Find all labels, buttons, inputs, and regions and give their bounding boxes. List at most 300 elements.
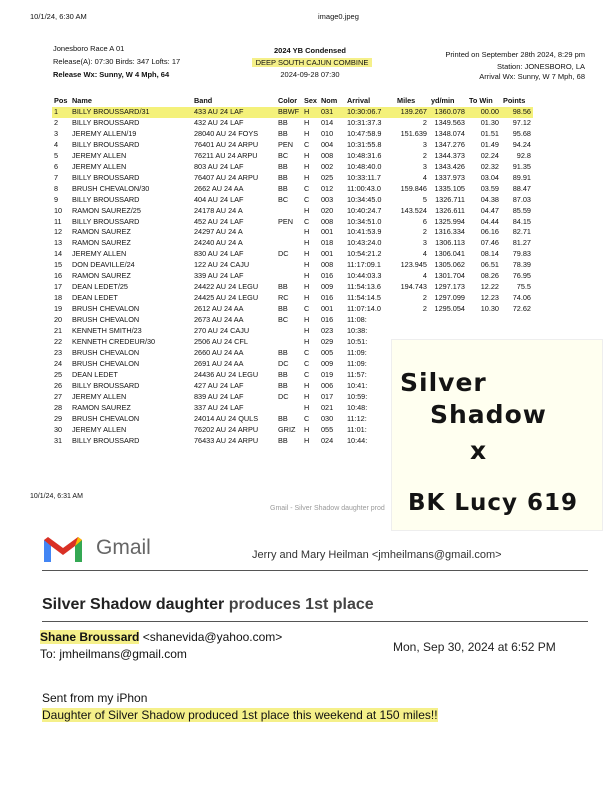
table-cell: 97.12 — [512, 117, 531, 127]
table-cell: 76433 AU 24 ARPU — [194, 435, 259, 445]
table-cell: 04.47 — [480, 205, 499, 215]
table-cell: H — [304, 205, 310, 215]
subject-rest: produces 1st place — [224, 596, 374, 613]
table-cell: 4 — [422, 172, 427, 182]
table-cell: 433 AU 24 LAF — [192, 107, 276, 118]
table-cell: 1 — [52, 107, 70, 118]
table-cell: H — [304, 260, 310, 270]
table-cell: H — [304, 249, 310, 259]
table-cell: 1349.563 — [434, 117, 465, 127]
station: Station: JONESBORO, LA — [497, 62, 585, 71]
table-cell: H — [304, 424, 310, 434]
table-cell — [276, 227, 302, 238]
table-cell: JEREMY ALLEN — [72, 249, 127, 259]
table-cell: 11:08: — [346, 315, 367, 325]
table-cell: 24436 AU 24 LEGU — [194, 369, 259, 379]
table-row — [52, 326, 533, 337]
table-cell: 22 — [54, 337, 63, 347]
printed-on: Printed on September 28th 2024, 8:29 pm — [445, 50, 585, 59]
table-cell: 10:44: — [346, 435, 368, 445]
email-body-line-1: Sent from my iPhon — [42, 691, 148, 705]
table-cell: 1297.173 — [434, 282, 465, 292]
table-cell: 10:47:58.9 — [346, 128, 382, 138]
table-cell: DEAN LEDET/25 — [72, 282, 128, 292]
table-row — [52, 304, 533, 315]
race-name: Jonesboro Race A 01 — [53, 44, 125, 53]
table-cell: 004 — [320, 139, 334, 149]
table-row — [52, 217, 533, 228]
table-cell: 2 — [54, 117, 59, 127]
table-cell: BILLY BROUSSARD — [72, 435, 140, 445]
table-cell — [501, 315, 533, 326]
table-cell: 02.24 — [480, 150, 499, 160]
table-row — [52, 260, 533, 271]
table-cell: C — [304, 369, 310, 379]
table-cell: 055 — [320, 424, 334, 434]
table-cell: RC — [278, 293, 289, 303]
table-cell: 11:09: — [346, 347, 367, 357]
table-cell: 4 — [422, 249, 427, 259]
table-cell: 24297 AU 24 A — [194, 227, 243, 237]
table-cell: 08.26 — [480, 271, 499, 281]
table-cell: 1360.078 — [429, 107, 467, 118]
table-row — [52, 206, 533, 217]
table-cell: BB — [278, 183, 288, 193]
table-cell: 88.47 — [512, 183, 531, 193]
table-cell: 4 — [54, 139, 59, 149]
table-cell: 003 — [320, 194, 334, 204]
table-cell: JEREMY ALLEN/19 — [72, 128, 137, 138]
table-cell: BB — [278, 161, 288, 171]
table-cell: 04.44 — [480, 216, 499, 226]
table-cell: 10:48:40.0 — [346, 161, 382, 171]
table-header-row — [52, 96, 533, 107]
table-cell: 10:38: — [346, 326, 368, 336]
print-timestamp: 10/1/24, 6:30 AM — [30, 12, 87, 21]
table-cell: 21 — [54, 326, 63, 336]
table-cell: 11:54:13.6 — [346, 282, 381, 292]
table-cell: BB — [278, 380, 288, 390]
table-row — [52, 293, 533, 304]
table-cell: 25 — [54, 369, 63, 379]
col-header: Miles — [396, 96, 416, 106]
table-cell: 839 AU 24 LAF — [194, 391, 244, 401]
table-cell: 2 — [422, 293, 427, 303]
table-cell: H — [304, 435, 310, 445]
table-cell: 337 AU 24 LAF — [194, 402, 244, 412]
table-cell: H — [304, 172, 310, 182]
table-cell: 19 — [54, 304, 63, 314]
table-cell: 1337.973 — [434, 172, 465, 182]
table-cell: C — [304, 304, 310, 314]
table-cell: 016 — [320, 293, 334, 303]
table-row — [52, 151, 533, 162]
table-row — [52, 162, 533, 173]
table-cell: 020 — [320, 205, 334, 215]
divider — [42, 570, 588, 571]
print-timestamp-bottom: 10/1/24, 6:31 AM — [30, 493, 83, 500]
table-cell: 06.16 — [480, 227, 499, 237]
col-header: To Win — [468, 96, 493, 106]
table-cell: 194.743 — [400, 282, 427, 292]
table-cell: 427 AU 24 LAF — [194, 380, 244, 390]
table-cell: 008 — [320, 150, 334, 160]
table-cell: RAMON SAUREZ/25 — [72, 205, 141, 215]
table-cell: 2 — [422, 227, 427, 237]
table-cell: 24422 AU 24 LEGU — [194, 282, 259, 292]
table-cell: 00.00 — [467, 107, 501, 118]
table-cell: 04.38 — [480, 194, 499, 204]
table-cell: 10:31:37.3 — [346, 117, 382, 127]
table-cell: 72.62 — [512, 304, 531, 314]
col-header: Pos — [54, 96, 68, 106]
table-cell — [276, 260, 302, 271]
table-cell: 1305.062 — [434, 260, 465, 270]
table-cell: 13 — [54, 238, 63, 248]
table-cell: JEREMY ALLEN — [72, 161, 127, 171]
table-cell: RAMON SAUREZ — [72, 238, 131, 248]
table-row — [52, 282, 533, 293]
table-cell: C — [304, 413, 310, 423]
table-row — [52, 140, 533, 151]
table-cell: 02.32 — [480, 161, 499, 171]
table-cell: 24014 AU 24 QULS — [194, 413, 259, 423]
account-line: Jerry and Mary Heilman <jmheilmans@gmail.com> — [252, 549, 502, 561]
table-cell: 10:30:06.7 — [345, 107, 395, 118]
table-cell — [276, 238, 302, 249]
table-row — [52, 184, 533, 195]
table-cell: BB — [278, 413, 288, 423]
col-header: Name — [72, 96, 92, 106]
table-cell: H — [304, 293, 310, 303]
table-cell: BBWF — [276, 107, 302, 118]
table-cell: 1295.054 — [434, 304, 465, 314]
table-cell: 98.56 — [501, 107, 533, 118]
table-cell: 010 — [320, 128, 334, 138]
table-cell: 11:09: — [346, 358, 367, 368]
table-cell: BRUSH CHEVALON — [72, 358, 140, 368]
table-cell: 08.14 — [480, 249, 499, 259]
table-cell: 82.71 — [512, 227, 531, 237]
table-cell — [467, 326, 501, 337]
table-cell: 17 — [54, 282, 63, 292]
table-cell: C — [304, 216, 310, 226]
table-cell: BILLY BROUSSARD — [72, 139, 140, 149]
table-cell: H — [304, 391, 310, 401]
table-cell: 95.68 — [512, 128, 531, 138]
table-cell: 24240 AU 24 A — [194, 238, 243, 248]
table-cell: 74.06 — [512, 293, 531, 303]
table-row — [52, 249, 533, 260]
col-header: Arrival — [346, 96, 371, 106]
table-row — [52, 118, 533, 129]
table-cell: 001 — [320, 249, 334, 259]
arrival-weather: Arrival Wx: Sunny, W 7 Mph, 68 — [479, 72, 585, 81]
table-cell: DEAN LEDET — [72, 369, 118, 379]
table-cell: 008 — [320, 260, 334, 270]
note-line-2: Shadow — [430, 400, 547, 429]
table-cell: BB — [278, 172, 288, 182]
table-cell: 01.49 — [480, 139, 499, 149]
table-cell: 339 AU 24 LAF — [194, 271, 244, 281]
table-cell: 023 — [320, 326, 334, 336]
table-cell: H — [304, 402, 310, 412]
table-cell: 76202 AU 24 ARPU — [194, 424, 259, 434]
table-cell: 07.46 — [480, 238, 499, 248]
table-cell: JEREMY ALLEN — [72, 150, 127, 160]
table-cell: 2 — [422, 150, 427, 160]
table-cell: 23 — [54, 347, 63, 357]
table-cell: 014 — [320, 117, 334, 127]
table-cell: 10:41:53.9 — [346, 227, 382, 237]
table-cell: 01.30 — [480, 117, 499, 127]
table-cell: 005 — [320, 347, 334, 357]
table-cell: BRUSH CHEVALON — [72, 347, 140, 357]
email-subject — [42, 596, 374, 614]
table-cell: 001 — [320, 227, 334, 237]
table-cell: 017 — [320, 391, 334, 401]
table-cell: 10:33:11.7 — [346, 172, 381, 182]
table-cell: 24 — [54, 358, 63, 368]
table-cell: 5 — [54, 150, 59, 160]
table-cell: 11:12: — [346, 413, 367, 423]
table-cell — [276, 206, 302, 217]
table-cell — [429, 315, 467, 326]
table-cell: 2 — [422, 304, 427, 314]
table-cell: BB — [278, 282, 288, 292]
table-cell: RAMON SAUREZ — [72, 402, 131, 412]
table-cell: H — [302, 107, 319, 118]
table-cell — [501, 326, 533, 337]
col-header: Points — [502, 96, 526, 106]
gmail-logo-icon — [42, 534, 84, 564]
table-cell: 11:57: — [346, 369, 367, 379]
faint-footer: Gmail - Silver Shadow daughter prod — [270, 505, 385, 512]
table-cell: 2691 AU 24 AA — [194, 358, 244, 368]
table-cell: 11 — [54, 216, 62, 226]
table-cell: 025 — [320, 172, 334, 182]
from-email: <shanevida@yahoo.com> — [139, 630, 283, 644]
table-cell: H — [304, 128, 310, 138]
table-cell: H — [304, 161, 310, 171]
table-cell: 001 — [320, 304, 334, 314]
table-cell: 28 — [54, 402, 63, 412]
table-cell: 9 — [54, 194, 59, 204]
table-cell — [276, 403, 302, 414]
table-cell: JEREMY ALLEN — [72, 424, 127, 434]
table-cell: 006 — [320, 380, 334, 390]
table-cell: 1297.099 — [434, 293, 465, 303]
table-cell: 81.27 — [512, 238, 531, 248]
table-row — [52, 129, 533, 140]
table-cell: 12.23 — [480, 293, 499, 303]
gmail-brand: Gmail — [96, 536, 151, 559]
table-cell: H — [304, 380, 310, 390]
table-cell: H — [304, 337, 310, 347]
table-cell: 002 — [320, 161, 334, 171]
table-cell: 14 — [54, 249, 63, 259]
table-cell: 18 — [54, 293, 63, 303]
table-cell: 10:41: — [346, 380, 368, 390]
note-line-3: x — [470, 436, 488, 465]
col-header: Band — [194, 96, 213, 106]
table-cell: 10.30 — [480, 304, 499, 314]
table-cell: 270 AU 24 CAJU — [194, 326, 250, 336]
table-cell: 10:34:45.0 — [346, 194, 382, 204]
to-line: To: jmheilmans@gmail.com — [40, 647, 187, 661]
table-cell: 830 AU 24 LAF — [194, 249, 244, 259]
table-cell: BRUSH CHEVALON/30 — [72, 183, 150, 193]
table-cell: H — [304, 238, 310, 248]
table-cell: 159.846 — [400, 183, 427, 193]
table-cell: H — [304, 227, 310, 237]
table-cell: 1335.105 — [434, 183, 465, 193]
table-cell: 10:48: — [346, 402, 368, 412]
table-cell: BC — [278, 150, 289, 160]
handwritten-note — [392, 340, 602, 530]
table-cell: 1344.373 — [434, 150, 465, 160]
table-cell: H — [304, 326, 310, 336]
table-cell: BC — [278, 315, 289, 325]
table-cell: 24425 AU 24 LEGU — [194, 293, 259, 303]
table-cell: BB — [278, 347, 288, 357]
table-cell — [429, 326, 467, 337]
table-cell: BC — [278, 194, 289, 204]
table-cell: 11:00:43.0 — [346, 183, 381, 193]
table-cell: 7 — [54, 172, 59, 182]
table-cell: 03.04 — [480, 172, 499, 182]
table-cell: BRUSH CHEVALON — [72, 413, 140, 423]
table-cell: 20 — [54, 315, 63, 325]
table-cell: 76401 AU 24 ARPU — [194, 139, 259, 149]
table-cell: BILLY BROUSSARD — [72, 172, 140, 182]
table-cell: BB — [278, 304, 288, 314]
divider — [42, 621, 588, 622]
table-cell: 016 — [320, 271, 334, 281]
table-cell: 78.39 — [512, 260, 531, 270]
table-cell: 30 — [54, 424, 63, 434]
table-cell: DON DEAVILLE/24 — [72, 260, 135, 270]
table-cell: C — [304, 183, 310, 193]
table-cell: 2673 AU 24 AA — [194, 315, 244, 325]
table-cell: 10:31:55.8 — [346, 139, 382, 149]
table-cell: 31 — [54, 435, 63, 445]
table-cell: 143.524 — [400, 205, 427, 215]
combine-name: DEEP SOUTH CAJUN COMBINE — [252, 58, 372, 67]
table-cell: 10:48:31.6 — [346, 150, 382, 160]
release-weather: Release Wx: Sunny, W 4 Mph, 64 — [53, 70, 170, 79]
table-cell: H — [304, 150, 310, 160]
table-cell: BILLY BROUSSARD/31 — [70, 107, 192, 118]
report-title: 2024 YB Condensed — [274, 46, 346, 55]
table-cell: 031 — [319, 107, 345, 118]
table-cell: 008 — [320, 216, 334, 226]
table-cell: RAMON SAUREZ — [72, 227, 131, 237]
table-cell: DC — [278, 391, 289, 401]
table-cell: 28040 AU 24 FOYS — [194, 128, 259, 138]
table-cell — [276, 337, 302, 348]
table-cell: 3 — [422, 139, 427, 149]
table-cell: 85.59 — [512, 205, 531, 215]
table-cell: C — [304, 347, 310, 357]
table-cell: 2 — [422, 117, 427, 127]
table-row — [52, 271, 533, 282]
table-cell: KENNETH CREDEUR/30 — [72, 337, 156, 347]
table-cell: BILLY BROUSSARD — [72, 216, 140, 226]
table-cell: 1326.611 — [435, 205, 465, 215]
table-cell: 6 — [54, 161, 59, 171]
table-cell: H — [304, 271, 310, 281]
table-cell: 11:01: — [346, 424, 367, 434]
table-cell: 8 — [54, 183, 59, 193]
table-cell: BB — [278, 128, 288, 138]
table-cell: BRUSH CHEVALON — [72, 315, 140, 325]
table-cell: DC — [278, 249, 289, 259]
note-line-4: BK Lucy 619 — [408, 490, 579, 516]
table-cell: 15 — [54, 260, 63, 270]
table-cell: 012 — [320, 183, 334, 193]
table-cell: 87.03 — [512, 194, 531, 204]
table-cell: DEAN LEDET — [72, 293, 118, 303]
print-filename: image0.jpeg — [318, 12, 359, 21]
from-name: Shane Broussard — [40, 630, 140, 644]
table-cell: 018 — [320, 238, 334, 248]
table-cell: 3 — [422, 161, 427, 171]
table-cell: 89.91 — [512, 172, 531, 182]
table-cell: 029 — [320, 337, 334, 347]
table-cell: PEN — [278, 139, 294, 149]
table-cell: 01.51 — [480, 128, 499, 138]
table-cell: 12 — [54, 227, 63, 237]
table-cell — [395, 326, 429, 337]
table-cell: BB — [278, 369, 288, 379]
email-date: Mon, Sep 30, 2024 at 6:52 PM — [393, 640, 556, 654]
table-cell: 92.8 — [516, 150, 531, 160]
table-cell: 10:44:03.3 — [346, 271, 382, 281]
table-cell: 1301.704 — [434, 271, 465, 281]
table-cell: 1306.041 — [434, 249, 465, 259]
table-cell: 139.267 — [395, 107, 429, 118]
table-cell: 11:54:14.5 — [346, 293, 381, 303]
table-cell: 75.5 — [516, 282, 531, 292]
subject-bold: Silver Shadow daughter — [42, 596, 225, 613]
table-cell: 10:34:51.0 — [346, 216, 382, 226]
table-cell: 2660 AU 24 AA — [194, 347, 244, 357]
table-cell: 16 — [54, 271, 63, 281]
table-cell: 803 AU 24 LAF — [194, 161, 244, 171]
table-cell: 10:40:24.7 — [346, 205, 382, 215]
table-cell: DC — [278, 358, 289, 368]
table-cell: 4 — [422, 271, 427, 281]
email-body-line-2: Daughter of Silver Shadow produced 1st place this weekend at 150 miles!! — [42, 708, 438, 722]
table-cell: H — [304, 315, 310, 325]
table-cell: 016 — [320, 315, 334, 325]
table-cell: BB — [278, 117, 288, 127]
col-header: Color — [278, 96, 298, 106]
table-cell: 009 — [320, 358, 334, 368]
table-cell: 06.51 — [480, 260, 499, 270]
table-cell: BILLY BROUSSARD — [72, 194, 140, 204]
table-cell: 404 AU 24 LAF — [194, 194, 244, 204]
table-cell: 009 — [320, 282, 334, 292]
table-cell: 12.22 — [480, 282, 499, 292]
table-cell: 1343.426 — [434, 161, 465, 171]
table-cell: BB — [278, 435, 288, 445]
table-cell: 452 AU 24 LAF — [194, 216, 244, 226]
table-cell: GRIZ — [278, 424, 296, 434]
table-cell: H — [304, 117, 310, 127]
table-cell: 03.59 — [480, 183, 499, 193]
